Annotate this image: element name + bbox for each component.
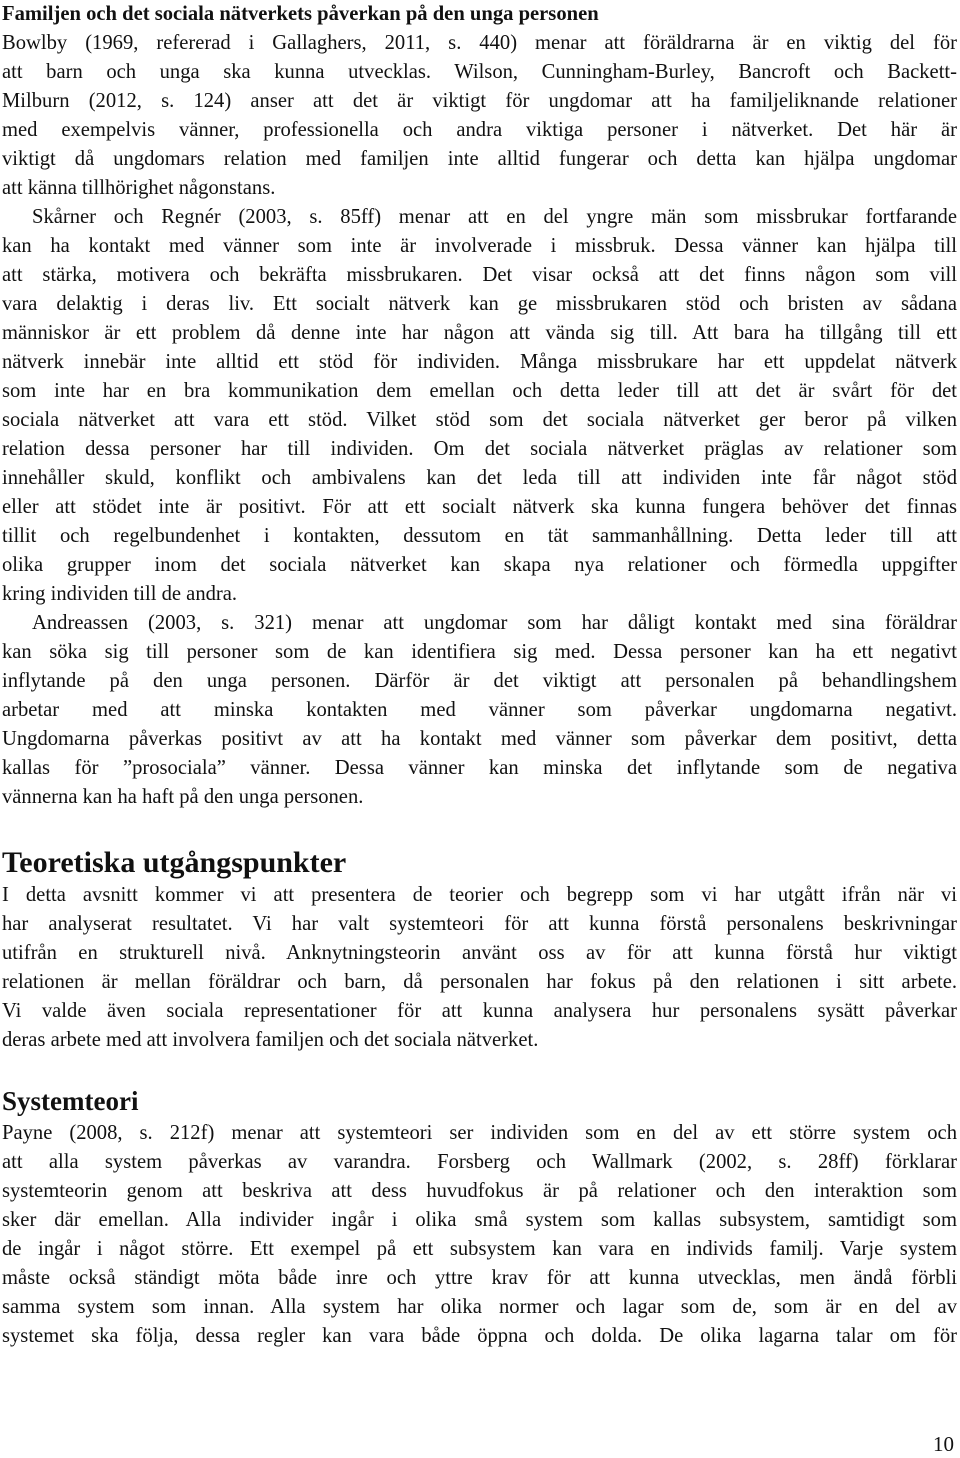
text-line: de ingår i något större. Ett exempel på ett subsystem kan vara en individs familj. Varje system xyxy=(2,1238,957,1260)
text-line: Milburn (2012, s. 124) anser att det är viktigt för ungdomar att ha familjeliknande relationer xyxy=(2,90,957,112)
text-line: att stärka, motivera och bekräfta missbrukaren. Det visar också att det finns någon som vill xyxy=(2,264,957,286)
text-line: har analyserat resultatet. Vi har valt systemteori för att kunna förstå personalens beskrivningar xyxy=(2,913,957,935)
text-line: kan ha kontakt med vänner som inte är involverade i missbruk. Dessa vänner kan hjälpa till xyxy=(2,235,957,257)
text-line: Andreassen (2003, s. 321) menar att ungdomar som har dåligt kontakt med sina föräldrar xyxy=(32,612,957,634)
text-line: relationen är mellan föräldrar och barn, då personalen har fokus på den relationen i sitt arbete. xyxy=(2,971,957,993)
text-line: att känna tillhörighet någonstans. xyxy=(2,177,276,199)
text-line: tillit och regelbundenhet i kontakten, dessutom en tät sammanhållning. Detta leder till att xyxy=(2,525,957,547)
text-line: att barn och unga ska kunna utvecklas. Wilson, Cunningham-Burley, Bancroft och Backett- xyxy=(2,61,957,83)
text-line: systemteorin genom att beskriva att dess huvudfokus är på relationer och den interaktion som xyxy=(2,1180,957,1202)
text-line: deras arbete med att involvera familjen och det sociala nätverket. xyxy=(2,1029,539,1051)
text-line: sker där emellan. Alla individer ingår i olika små system som kallas subsystem, samtidigt som xyxy=(2,1209,957,1231)
text-line: med exempelvis vänner, professionella och andra viktiga personer i nätverket. Det här är xyxy=(2,119,957,141)
text-line: kan söka sig till personer som de kan identifiera sig med. Dessa personer kan ha ett negativt xyxy=(2,641,957,663)
text-line: vara delaktig i deras liv. Ett socialt nätverk kan ge missbrukaren stöd och bristen av sådana xyxy=(2,293,957,315)
text-line: eller att stödet inte är positivt. För att ett socialt nätverk ska kunna fungera behöver det finnas xyxy=(2,496,957,518)
text-line: relation dessa personer har till individen. Om det sociala nätverket präglas av relationer som xyxy=(2,438,957,460)
text-line: Ungdomarna påverkas positivt av att ha kontakt med vänner som påverkar dem positivt, detta xyxy=(2,728,957,750)
text-line: nätverk innebär inte alltid ett stöd för individen. Många missbrukare har ett uppdelat nätverk xyxy=(2,351,957,373)
text-line: Skårner och Regnér (2003, s. 85ff) menar att en del yngre män som missbrukar fortfarande xyxy=(32,206,957,228)
text-line: samma system som innan. Alla system har olika normer och lagar som de, som är en del av xyxy=(2,1296,957,1318)
text-line: viktigt då ungdomars relation med familjen inte alltid fungerar och detta kan hjälpa ungdomar xyxy=(2,148,957,170)
section-heading-family: Familjen och det sociala nätverkets påverkan på den unga personen xyxy=(2,3,599,25)
text-line: arbetar med att minska kontakten med vänner som påverkar ungdomarna negativt. xyxy=(2,699,957,721)
text-line: Bowlby (1969, refererad i Gallaghers, 2011, s. 440) menar att föräldrarna är en viktig del för xyxy=(2,32,957,54)
text-line: systemet ska följa, dessa regler kan vara både öppna och dolda. De olika lagarna talar om för xyxy=(2,1325,957,1347)
text-line: att alla system påverkas av varandra. Forsberg och Wallmark (2002, s. 28ff) förklarar xyxy=(2,1151,957,1173)
text-line: kring individen till de andra. xyxy=(2,583,238,605)
text-line: måste också ständigt möta både inre och yttre krav för att kunna utvecklas, men ändå förbli xyxy=(2,1267,957,1289)
text-line: sociala nätverket att vara ett stöd. Vilket stöd som det sociala nätverket ger beror på vilken xyxy=(2,409,957,431)
section-heading-theory: Teoretiska utgångspunkter xyxy=(2,846,347,879)
page-number: 10 xyxy=(933,1432,954,1456)
text-line: människor är ett problem då denne inte har någon att vända sig till. Att bara ha tillgång till ett xyxy=(2,322,957,344)
text-line: olika grupper inom det sociala nätverket kan skapa nya relationer och förmedla uppgifter xyxy=(2,554,957,576)
text-line: vännerna kan ha haft på den unga personen. xyxy=(2,786,364,808)
section-heading-systemteori: Systemteori xyxy=(2,1086,139,1116)
text-line: innehåller skuld, konflikt och ambivalens kan det leda till att individen inte får något stöd xyxy=(2,467,957,489)
text-line: I detta avsnitt kommer vi att presentera de teorier och begrepp som vi har utgått ifrån när vi xyxy=(2,884,957,906)
text-line: utifrån en strukturell nivå. Anknytningsteorin använt oss av för att kunna förstå hur viktigt xyxy=(2,942,957,964)
text-line: kallas för ”prosociala” vänner. Dessa vänner kan minska det inflytande som de negativa xyxy=(2,757,957,779)
text-line: inflytande på den unga personen. Därför är det viktigt att personalen på behandlingshem xyxy=(2,670,957,692)
text-line: Vi valde även sociala representationer för att kunna analysera hur personalens sysätt påverkar xyxy=(2,1000,957,1022)
text-line: som inte har en bra kommunikation dem emellan och detta leder till att det är svårt för det xyxy=(2,380,957,402)
text-line: Payne (2008, s. 212f) menar att systemteori ser individen som en del av ett större system och xyxy=(2,1122,957,1144)
